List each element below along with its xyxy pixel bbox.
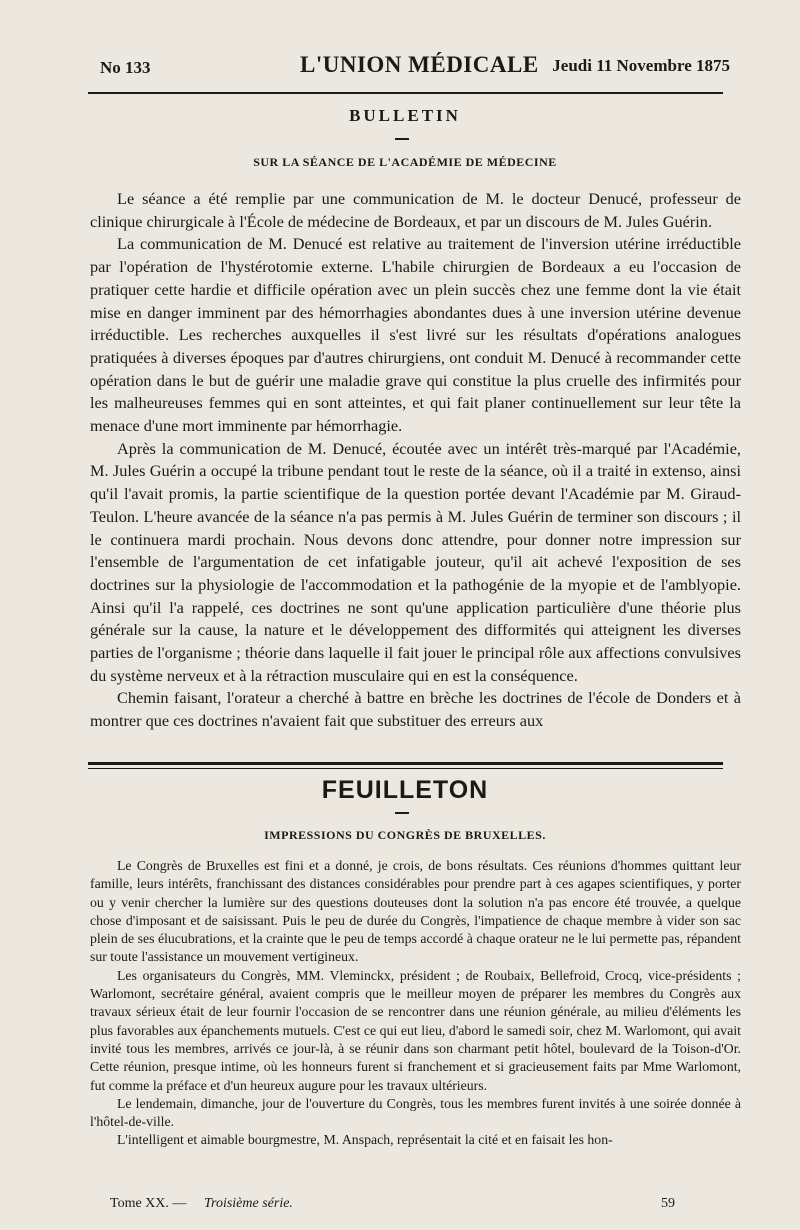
feuilleton-paragraph: L'intelligent et aimable bourgmestre, M. Anspach, représentait la cité et en faisait les hon-	[117, 1132, 613, 1148]
bulletin-subtitle: SUR LA SÉANCE DE L'ACADÉMIE DE MÉDECINE	[253, 155, 557, 169]
bulletin-paragraph: Le séance a été remplie par une communication de M. le docteur Denucé, professeur de clinique chirurgicale à l'École de médecine de Bordeaux, et par un discours de M. Jules Guérin.	[90, 189, 741, 231]
feuilleton-body	[90, 857, 741, 1150]
feuilleton-title: FEUILLETON	[321, 776, 489, 804]
page-header	[100, 52, 730, 86]
issue-number: No 133	[100, 58, 151, 77]
page-footer	[110, 1196, 675, 1218]
feuilleton-rule-thin	[88, 768, 723, 769]
header-rule	[88, 92, 723, 94]
bulletin-body	[90, 188, 741, 733]
journal-title: L'UNION MÉDICALE	[300, 52, 539, 77]
feuilleton-paragraph: Le lendemain, dimanche, jour de l'ouverture du Congrès, tous les membres furent invités à une soirée donnée à l'hôtel-de-ville.	[90, 1095, 741, 1130]
bulletin-paragraph: Chemin faisant, l'orateur a cherché à battre en brèche les doctrines de l'école de Donders et à montrer que ces doctrines n'avaient fait que substituer des erreurs aux	[90, 688, 741, 731]
series-label: Troisième série.	[204, 1196, 293, 1211]
feuilleton-dash	[395, 812, 409, 814]
feuilleton-subtitle: IMPRESSIONS DU CONGRÈS DE BRUXELLES.	[264, 828, 546, 842]
page-number: 59	[661, 1196, 675, 1211]
volume-label: Tome XX. —	[110, 1196, 187, 1211]
bulletin-paragraph: La communication de M. Denucé est relative au traitement de l'inversion utérine irréductible par l'opération de l'hystérotomie externe. L'habile chirurgien de Bordeaux a eu l'occasion de pratiquer cette hardie et difficile opération avec un plein succès chez une femme dont la vie était mise en danger imminent par des hémorrhagies abondantes dues à une inversion utérine devenue irréductible. Les recherches auxquelles il s'est livré sur les résultats d'opérations analogues pratiquées à diverses époques par d'autres chirurgiens, ont conduit M. Denucé à recommander cette opération dans le but de guérir une maladie grave qui constitue la plus cruelle des infirmités pour les malheureuses femmes qui en sont atteintes, et qui fait planer continuellement sur leur tête la menace d'une mort imminente par hémorrhagie.	[90, 234, 741, 436]
bulletin-title: BULLETIN	[349, 106, 461, 125]
feuilleton-paragraph: Les organisateurs du Congrès, MM. Vleminckx, président ; de Roubaix, Bellefroid, Crocq, vice-présidents ; Warlomont, secrétaire général, avaient compris que le meilleur moyen de préparer les membres du Congrès aux travaux sérieux était de leur fournir l'occasion de se rencontrer dans une réunion générale, au milieu d'éléments les plus favorables aux épanchements mutuels. C'est ce qui eut lieu, d'abord le samedi soir, chez M. Warlomont, qui avait invité tous les membres, arrivés ce jour-là, à se réunir dans son charmant petit hôtel, boulevard de la Toison-d'Or. Cette réunion, presque intime, où les honneurs furent si franchement et si gracieusement faits par Mme Warlomont, fut comme la préface et d'un heureux augure pour les travaux ultérieurs.	[90, 967, 741, 1093]
feuilleton-paragraph: Le Congrès de Bruxelles est fini et a donné, je crois, de bons résultats. Ces réunions d'hommes quittant leur famille, leurs intérêts, franchissant des distances considérables pour prendre part à ces agapes scientifiques, y porter ou y venir chercher la lumière sur des questions douteuses dont la solution n'a pas encore été trouvée, a quelque chose d'imposant et de saisissant. Puis le peu de durée du Congrès, l'impatience de chaque membre à vider son sac plein de ses élucubrations, et la crainte que le peu de temps accordé à chaque orateur ne le lui permette pas, répandent sur toute l'assistance un mouvement vertigineux.	[90, 858, 741, 965]
feuilleton-rule-thick	[88, 762, 723, 765]
bulletin-dash	[395, 138, 409, 140]
bulletin-paragraph: Après la communication de M. Denucé, écoutée avec un intérêt très-marqué par l'Académie, M. Jules Guérin a occupé la tribune pendant tout le reste de la séance, où il a traité in extenso, ainsi qu'il l'avait promis, la partie scientifique de la question portée devant l'Académie par M. Giraud-Teulon. L'heure avancée de la séance n'a pas permis à M. Jules Guérin de terminer son discours ; il le continuera mardi prochain. Nous devons donc attendre, pour donner notre impression sur l'ensemble de l'argumentation de cet infatigable jouteur, qu'il ait achevé l'exposition de ses doctrines sur la physiologie de l'accommodation et la pathogénie de la myopie et de l'amblyopie. Ainsi qu'il l'a rappelé, ces doctrines ne sont qu'une application particulière d'une théorie plus générale sur la cause, la nature et le développement des difformités qui atteignent les diverses parties de l'organisme ; théorie dans laquelle il fait jouer le principal rôle aux affections convulsives du système nerveux et à la rétraction musculaire qui en est la conséquence.	[90, 438, 741, 685]
issue-date: Jeudi 11 Novembre 1875	[552, 56, 730, 75]
